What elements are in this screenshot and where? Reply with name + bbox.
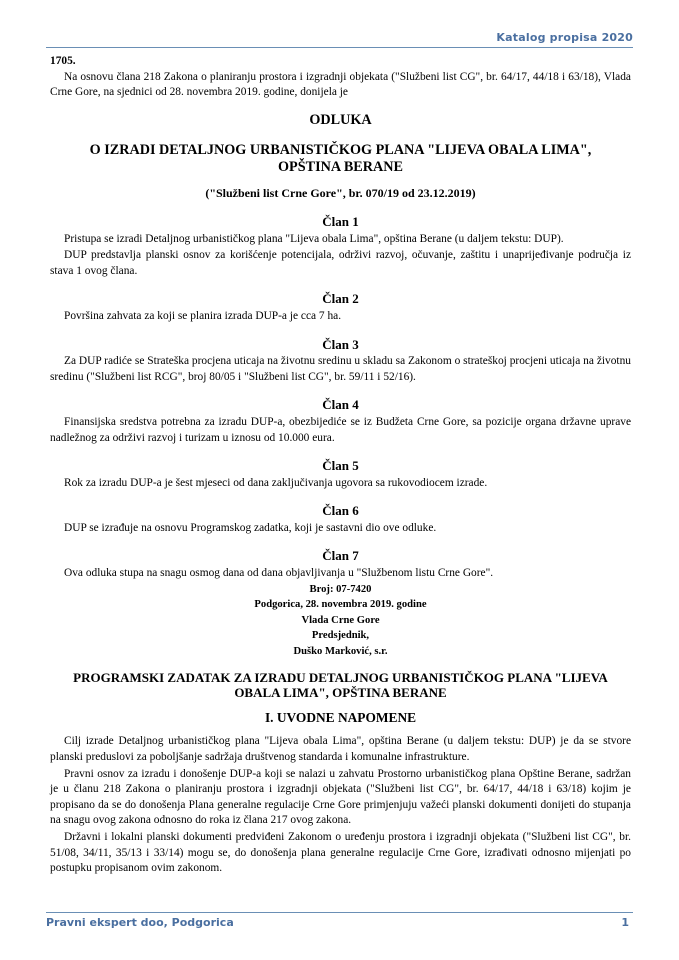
publisher-name: Pravni ekspert doo, Podgorica	[46, 916, 234, 929]
article-heading: Član 6	[322, 503, 359, 519]
signature-block	[50, 582, 631, 660]
signature-place-date: Podgorica, 28. novembra 2019. godine	[254, 599, 427, 611]
document-subtitle	[50, 142, 631, 176]
article-heading: Član 2	[322, 291, 359, 307]
page-header	[46, 31, 633, 48]
document-subtitle-line: O IZRADI DETALJNOG URBANISTIČKOG PLANA "LIJEVA OBALA LIMA",	[89, 142, 592, 159]
article-heading: Član 3	[322, 336, 359, 352]
document-title: ODLUKA	[309, 111, 372, 128]
article-paragraph: Rok za izradu DUP-a je šest mjeseci od dana zaključivanja ugovora sa rukovodiocem izrade.	[64, 476, 488, 489]
program-title-line: PROGRAMSKI ZADATAK ZA IZRADU DETALJNOG URBANISTIČKOG PLANA "LIJEVA	[73, 669, 608, 685]
program-title	[50, 670, 631, 701]
page-number: 1	[621, 916, 629, 929]
page-footer	[46, 912, 633, 931]
program-title-line: OBALA LIMA", OPŠTINA BERANE	[234, 685, 447, 701]
document-body	[50, 54, 631, 877]
article-paragraph: Za DUP radiće se Strateška procjena uticaja na životnu sredinu u skladu sa Zakonom o strateškoj procjeni uticaja na životnu sredinu ("Službeni list RCG", broj 80/05 i "Službeni list CG", br. 59/11 i 52/16).	[50, 355, 631, 383]
document-number: 1705.	[50, 55, 76, 67]
article-paragraph: DUP se izrađuje na osnovu Programskog zadatka, koji je sastavni dio ove odluke.	[64, 521, 437, 534]
article-paragraph: Finansijska sredstva potrebna za izradu DUP-a, obezbijediće se iz Budžeta Crne Gore, sa pozicije organa državne uprave nadležnog za održivi razvoj i turizam u iznosu od 10.000 eura.	[50, 415, 631, 444]
signature-role: Predsjednik,	[311, 630, 370, 642]
article-paragraph: DUP predstavlja planski osnov za korišćenje potencijala, održivi razvoj, očuvanje, zaštitu i unaprijeđivanje područja iz stava 1 ovog člana.	[50, 249, 631, 277]
section-title: I. UVODNE NAPOMENE	[264, 709, 417, 725]
program-paragraph: Pravni osnov za izradu i donošenje DUP-a koji se nalazi u zahvatu Prostorno urbanističkog plana Opštine Berane, sadržan je u članu 218 Zakona o planiranju prostora i izgradnji objekata ("Službeni list CG", br. 64/17, 44/18 i 63/18) kojim je propisano da se do donošenja Plana generalne regulacije Crne Gore primjenjuju važeći planski dokumenti donijeti do stupanja na snagu ovog zakona odnosno do roka iz člana 217 ovog zakona.	[50, 767, 631, 827]
catalog-title: Katalog propisa 2020	[496, 31, 633, 44]
signature-name: Duško Marković, s.r.	[293, 646, 388, 658]
article-heading: Član 7	[322, 548, 359, 564]
article-paragraph: Površina zahvata za koji se planira izrada DUP-a je cca 7 ha.	[64, 309, 342, 322]
document-subtitle-line: OPŠTINA BERANE	[278, 159, 403, 176]
article-paragraph: Pristupa se izradi Detaljnog urbanističkog plana "Lijeva obala Lima", opština Berane (u daljem tekstu: DUP).	[64, 232, 564, 245]
program-paragraph: Cilj izrade Detaljnog urbanističkog plana "Lijeva obala Lima", opština Berane (u daljem tekstu: DUP) je da se stvore planski preduslovi za poboljšanje sadržaja društvenog standarda i komunalne infrastrukture.	[50, 735, 631, 763]
program-paragraph: Državni i lokalni planski dokumenti predviđeni Zakonom o uređenju prostora i izgradnji objekata ("Službeni list CG", br. 51/08, 34/11, 35/13 i 33/14) mogu se, do donošenja plana generalne regulacije Crne Gore, izrađivati odnosno mijenjati po postupku propisanom ovim zakonom.	[50, 830, 631, 875]
intro-paragraph: Na osnovu člana 218 Zakona o planiranju prostora i izgradnji objekata ("Službeni list CG", br. 64/17, 44/18 i 63/18), Vlada Crne Gore, na sjednici od 28. novembra 2019. godine, donijela je	[50, 70, 631, 99]
article-heading: Član 1	[322, 213, 359, 229]
gazette-reference: ("Službeni list Crne Gore", br. 070/19 od 23.12.2019)	[205, 186, 476, 201]
signature-body: Vlada Crne Gore	[301, 614, 380, 626]
article-paragraph: Ova odluka stupa na snagu osmog dana od dana objavljivanja u "Službenom listu Crne Gore".	[64, 567, 494, 580]
article-heading: Član 5	[322, 458, 359, 474]
signature-number: Broj: 07-7420	[309, 583, 372, 595]
article-heading: Član 4	[322, 397, 359, 413]
